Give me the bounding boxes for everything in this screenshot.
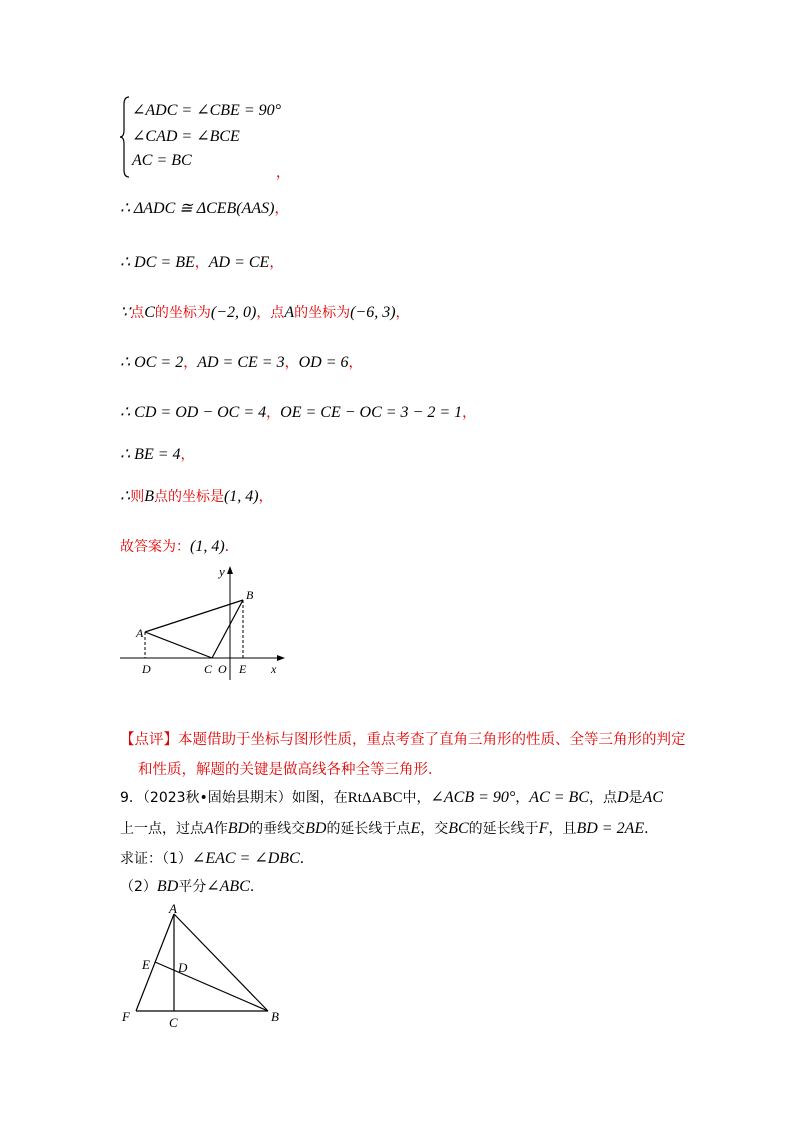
system-line-2: ∠CAD = ∠BCE: [132, 128, 240, 145]
label-O: O: [218, 662, 227, 676]
body-text: ，点: [588, 790, 617, 806]
red-text: ，: [266, 405, 281, 421]
label-A: A: [136, 626, 144, 640]
label-y: y: [219, 564, 225, 579]
problem-line-2: [120, 818, 658, 839]
left-brace: [120, 96, 130, 178]
label-A: A: [169, 901, 177, 916]
red-text: ，: [183, 355, 198, 371]
math-expression: (1, 4): [223, 488, 259, 505]
math-expression: A: [204, 820, 214, 837]
system-line-1: ∠ADC = ∠CBE = 90°: [132, 102, 282, 119]
red-text: 则: [130, 489, 145, 505]
red-text: 故答案为：: [120, 539, 190, 555]
coordinate-figure: [115, 560, 290, 680]
math-expression: OD = 6: [298, 354, 349, 371]
math-expression: AC = BC: [529, 789, 589, 806]
body-text: 是: [628, 790, 643, 806]
step-line-8: [120, 536, 239, 557]
math-expression: BD = 2AE: [576, 820, 645, 837]
system-line-3: AC = BC: [132, 152, 192, 169]
math-expression: ∠ABC: [206, 878, 250, 895]
comment-line-1: 【点评】本题借助于坐标与图形性质，重点考查了直角三角形的性质、全等三角形的判定: [120, 732, 686, 748]
label-B: B: [246, 588, 254, 602]
step-line-2: [120, 252, 283, 273]
red-text: ，: [395, 305, 410, 321]
step-line-4: [120, 352, 362, 373]
red-text: ，: [284, 355, 299, 371]
body-text: 中，: [402, 790, 431, 806]
x-axis-arrow: [277, 655, 285, 661]
label-B: B: [271, 1009, 279, 1024]
red-text: ，: [274, 201, 289, 217]
math-expression: ∴ CD = OD − OC = 4: [120, 404, 267, 421]
triangle-name: RtΔABC: [347, 790, 403, 806]
y-axis-arrow: [227, 566, 233, 574]
body-text: ．: [644, 821, 659, 837]
problem-line-3: [120, 848, 314, 869]
problem-line-1: [120, 787, 663, 808]
body-text: 上一点，过点: [120, 821, 204, 837]
body-text: ，且: [548, 821, 577, 837]
math-expression: AD = CE = 3: [197, 354, 285, 371]
red-text: 的坐标为: [294, 305, 351, 321]
step-line-7: [120, 486, 273, 507]
math-expression: ∠EAC = ∠DBC: [191, 850, 300, 867]
body-text: 平分: [178, 879, 207, 895]
math-expression: D: [616, 789, 629, 806]
label-C: C: [204, 662, 213, 676]
math-expression: F: [538, 820, 549, 837]
label-E: E: [142, 957, 150, 972]
math-expression: BD: [227, 820, 250, 837]
red-text: 的坐标为: [154, 305, 211, 321]
body-text: 求证：（1）: [120, 851, 192, 867]
red-text: ，: [269, 255, 284, 271]
math-expression: B: [144, 488, 154, 505]
label-E: E: [239, 662, 247, 676]
red-text: ，: [462, 405, 477, 421]
red-text: ，点: [256, 305, 285, 321]
math-expression: ∴: [120, 488, 131, 505]
red-text: ，: [258, 489, 273, 505]
system-comma: ，: [276, 165, 290, 181]
math-expression: ∴ DC = BE: [120, 254, 195, 271]
math-expression: BD: [156, 878, 179, 895]
red-text: ，: [194, 255, 209, 271]
segment-AC: [145, 632, 212, 658]
math-expression: ∴ OC = 2: [120, 354, 184, 371]
label-D: D: [142, 662, 151, 676]
math-expression: C: [144, 304, 155, 321]
math-expression: (−2, 0): [210, 304, 257, 321]
red-text: ．: [224, 539, 239, 555]
red-text: 点: [130, 305, 145, 321]
red-text: ，: [348, 355, 363, 371]
math-expression: ∠ACB = 90°: [430, 789, 516, 806]
label-x: x: [271, 662, 277, 676]
math-expression: (−6, 3): [350, 304, 396, 321]
body-text: ，: [515, 790, 530, 806]
math-expression: ∴ ΔADC ≅ ΔCEB(AAS): [120, 200, 275, 217]
math-expression: (1, 4): [190, 538, 225, 555]
math-expression: BC: [448, 820, 469, 837]
segment-EB: [155, 962, 268, 1011]
label-C: C: [169, 1015, 178, 1030]
math-expression: E: [410, 820, 421, 837]
comment-line-2: 和性质，解题的关键是做高线各种全等三角形．: [138, 762, 443, 778]
math-expression: A: [284, 304, 295, 321]
equation-system: [120, 96, 320, 178]
red-text: 点的坐标是: [153, 489, 224, 505]
math-expression: AC: [642, 789, 663, 806]
body-text: 的延长线于点: [326, 821, 411, 837]
segment-AB: [174, 914, 268, 1011]
body-text: ．: [249, 879, 264, 895]
body-text: 9．（2023秋•固始县期末）如图，在: [120, 790, 348, 806]
math-expression: OE = CE − OC = 3 − 2 = 1: [280, 404, 463, 421]
math-expression: ∴ BE = 4: [120, 446, 181, 463]
red-text: ，: [180, 447, 195, 463]
problem-line-4: [120, 876, 264, 897]
label-D: D: [178, 960, 188, 975]
step-line-6: [120, 444, 195, 465]
body-text: ，交: [420, 821, 449, 837]
step-line-5: [120, 402, 476, 423]
body-text: ．: [299, 851, 314, 867]
step-line-1: [120, 198, 289, 219]
body-text: 的垂线交: [249, 821, 306, 837]
math-expression: AD = CE: [208, 254, 270, 271]
triangle-figure: [118, 900, 298, 1035]
math-expression: BD: [305, 820, 327, 837]
body-text: （2）: [120, 879, 157, 895]
step-line-3: [120, 302, 410, 323]
math-expression: ∵: [120, 304, 131, 321]
label-F: F: [122, 1009, 130, 1024]
body-text: 的延长线于: [468, 821, 539, 837]
body-text: 作: [213, 821, 228, 837]
